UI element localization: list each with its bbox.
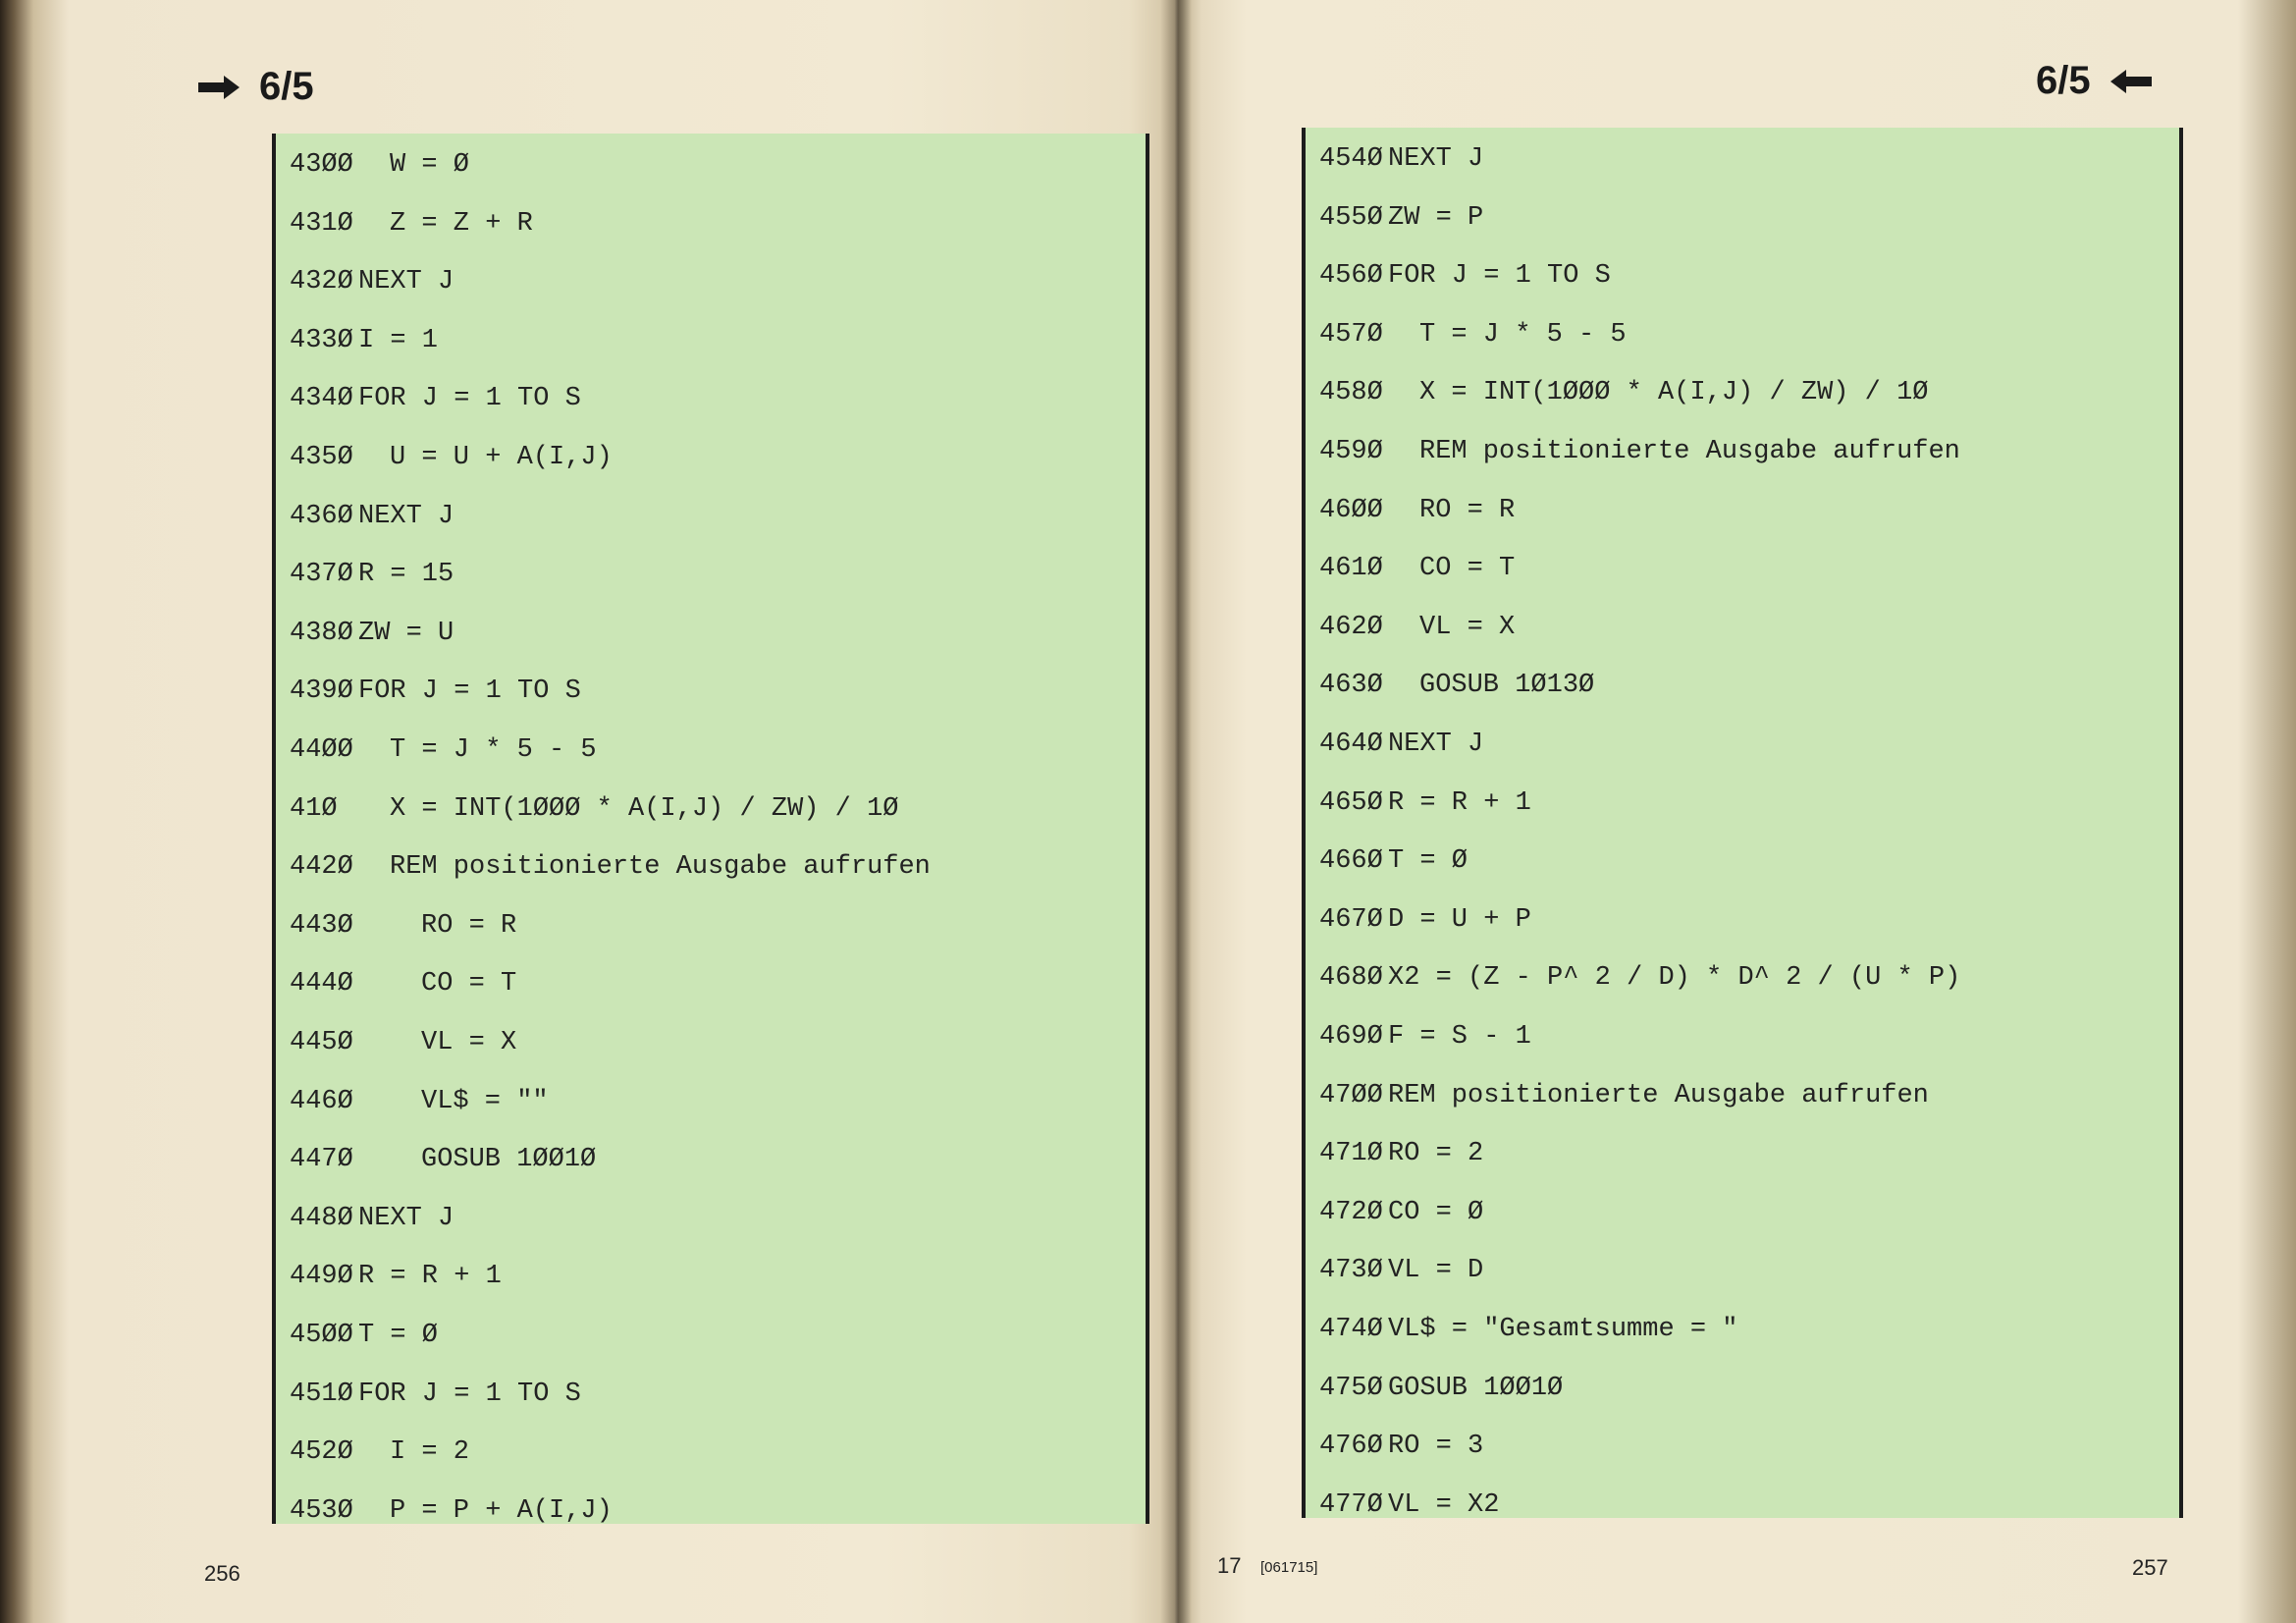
code-line — [276, 379, 1146, 418]
code-line — [276, 438, 1146, 477]
statement-text: FOR J = 1 TO S — [358, 384, 581, 414]
statement-text: CO = T — [421, 969, 517, 1000]
left-section-number: 6/5 — [259, 65, 314, 108]
line-number: 443Ø — [290, 910, 353, 941]
statement-text: CO = Ø — [1388, 1197, 1484, 1227]
code-line — [276, 847, 1146, 887]
line-number: 476Ø — [1319, 1432, 1383, 1462]
line-number: 442Ø — [290, 852, 353, 883]
code-line — [1306, 958, 2179, 998]
imprint-sheet-number: 17 — [1217, 1553, 1242, 1578]
code-line — [1306, 608, 2179, 647]
line-number: 46ØØ — [1319, 495, 1383, 525]
line-number: 447Ø — [290, 1145, 353, 1175]
statement-text: F = S - 1 — [1388, 1022, 1531, 1052]
line-number: 445Ø — [290, 1028, 353, 1057]
book-gutter — [1160, 0, 1192, 1623]
line-number: 469Ø — [1319, 1022, 1383, 1052]
statement-text: VL = D — [1388, 1256, 1484, 1286]
code-line — [1306, 1251, 2179, 1290]
statement-text: D = U + P — [1388, 904, 1531, 935]
code-line — [1306, 139, 2179, 179]
left-code-listing — [272, 134, 1149, 1524]
line-number: 449Ø — [290, 1262, 353, 1292]
statement-text: T = J * 5 - 5 — [1419, 319, 1627, 350]
statement-text: W = Ø — [390, 150, 470, 180]
code-line — [1306, 256, 2179, 296]
line-number: 44ØØ — [290, 735, 353, 765]
code-line — [276, 262, 1146, 301]
statement-text: GOSUB 1ØØ1Ø — [1388, 1373, 1564, 1403]
line-number: 463Ø — [1319, 671, 1383, 701]
code-line — [276, 906, 1146, 946]
statement-text: VL = X — [1419, 612, 1516, 642]
code-line — [276, 964, 1146, 1003]
line-number: 454Ø — [1319, 144, 1383, 174]
statement-text: REM positionierte Ausgabe aufrufen — [390, 852, 931, 883]
line-number: 453Ø — [290, 1495, 353, 1526]
statement-text: VL$ = "" — [421, 1086, 549, 1116]
code-line — [1306, 491, 2179, 530]
statement-text: NEXT J — [358, 267, 454, 298]
statement-text: ZW = P — [1388, 202, 1484, 233]
code-line — [1306, 1134, 2179, 1173]
code-line — [276, 1491, 1146, 1531]
right-section-number: 6/5 — [2036, 59, 2091, 102]
code-line — [276, 1140, 1146, 1179]
right-section-header — [2036, 59, 2154, 103]
statement-text: X = INT(1ØØØ * A(I,J) / ZW) / 1Ø — [390, 793, 899, 824]
code-line — [1306, 1486, 2179, 1525]
line-number: 459Ø — [1319, 437, 1383, 466]
line-number: 466Ø — [1319, 846, 1383, 877]
line-number: 465Ø — [1319, 787, 1383, 818]
line-number: 41Ø — [290, 793, 338, 824]
line-number: 446Ø — [290, 1086, 353, 1116]
statement-text: REM positionierte Ausgabe aufrufen — [1419, 437, 1960, 466]
line-number: 452Ø — [290, 1437, 353, 1468]
code-line — [276, 672, 1146, 711]
statement-text: VL$ = "Gesamtsumme = " — [1388, 1315, 1738, 1344]
line-number: 457Ø — [1319, 319, 1383, 350]
statement-text: NEXT J — [358, 1203, 454, 1233]
code-line — [1306, 900, 2179, 940]
code-line — [276, 204, 1146, 243]
code-line — [276, 1082, 1146, 1121]
statement-text: GOSUB 1Ø13Ø — [1419, 671, 1595, 701]
code-line — [276, 321, 1146, 360]
line-number: 473Ø — [1319, 1256, 1383, 1286]
line-number: 467Ø — [1319, 904, 1383, 935]
statement-text: VL = X2 — [1388, 1489, 1500, 1520]
code-line — [1306, 549, 2179, 588]
code-line — [1306, 725, 2179, 764]
line-number: 474Ø — [1319, 1315, 1383, 1344]
line-number: 472Ø — [1319, 1197, 1383, 1227]
code-line — [1306, 666, 2179, 705]
statement-text: X2 = (Z - P^ 2 / D) * D^ 2 / (U * P) — [1388, 963, 1961, 994]
line-number: 464Ø — [1319, 730, 1383, 759]
statement-text: VL = X — [421, 1028, 517, 1057]
line-number: 45ØØ — [290, 1321, 353, 1350]
code-line — [1306, 315, 2179, 354]
statement-text: R = R + 1 — [358, 1262, 502, 1292]
statement-text: X = INT(1ØØØ * A(I,J) / ZW) / 1Ø — [1419, 378, 1929, 408]
statement-text: FOR J = 1 TO S — [1388, 261, 1611, 292]
statement-text: RO = R — [421, 910, 517, 941]
line-number: 461Ø — [1319, 554, 1383, 584]
statement-text: REM positionierte Ausgabe aufrufen — [1388, 1080, 1929, 1110]
code-line — [1306, 841, 2179, 881]
line-number: 455Ø — [1319, 202, 1383, 233]
line-number: 475Ø — [1319, 1373, 1383, 1403]
code-line — [276, 1433, 1146, 1472]
line-number: 437Ø — [290, 560, 353, 590]
code-line — [1306, 1427, 2179, 1466]
right-page — [1178, 0, 2296, 1623]
line-number: 439Ø — [290, 676, 353, 707]
statement-text: T = Ø — [358, 1321, 439, 1350]
statement-text: P = P + A(I,J) — [390, 1495, 613, 1526]
line-number: 431Ø — [290, 208, 353, 239]
arrow-right-icon — [196, 74, 241, 101]
code-line — [276, 614, 1146, 653]
line-number: 43ØØ — [290, 150, 353, 180]
code-line — [276, 1257, 1146, 1296]
statement-text: I = 2 — [390, 1437, 470, 1468]
statement-text: FOR J = 1 TO S — [358, 1379, 581, 1409]
code-line — [1306, 1193, 2179, 1232]
statement-text: RO = R — [1419, 495, 1516, 525]
statement-text: U = U + A(I,J) — [390, 443, 613, 472]
line-number: 436Ø — [290, 501, 353, 531]
statement-text: NEXT J — [1388, 730, 1484, 759]
statement-text: ZW = U — [358, 618, 454, 648]
line-number: 451Ø — [290, 1379, 353, 1409]
imprint-code: [061715] — [1260, 1559, 1318, 1576]
code-line — [1306, 1310, 2179, 1349]
line-number: 444Ø — [290, 969, 353, 1000]
statement-text: GOSUB 1ØØ1Ø — [421, 1145, 597, 1175]
statement-text: T = J * 5 - 5 — [390, 735, 597, 765]
line-number: 435Ø — [290, 443, 353, 472]
line-number: 471Ø — [1319, 1139, 1383, 1169]
line-number: 432Ø — [290, 267, 353, 298]
left-section-header — [196, 65, 314, 109]
code-line — [276, 789, 1146, 829]
line-number: 458Ø — [1319, 378, 1383, 408]
right-page-number: 257 — [2132, 1555, 2168, 1580]
code-line — [276, 497, 1146, 536]
line-number: 477Ø — [1319, 1489, 1383, 1520]
code-line — [1306, 432, 2179, 471]
statement-text: T = Ø — [1388, 846, 1468, 877]
code-line — [1306, 1076, 2179, 1115]
statement-text: RO = 2 — [1388, 1139, 1484, 1169]
code-line — [276, 555, 1146, 594]
arrow-left-icon — [2109, 68, 2154, 95]
code-line — [276, 1375, 1146, 1414]
line-number: 434Ø — [290, 384, 353, 414]
line-number: 448Ø — [290, 1203, 353, 1233]
statement-text: I = 1 — [358, 325, 439, 355]
statement-text: NEXT J — [1388, 144, 1484, 174]
right-code-listing — [1302, 128, 2183, 1518]
code-line — [1306, 373, 2179, 412]
code-line — [1306, 198, 2179, 238]
line-number: 47ØØ — [1319, 1080, 1383, 1110]
statement-text: R = R + 1 — [1388, 787, 1531, 818]
left-page-number: 256 — [204, 1561, 240, 1586]
code-line — [276, 1316, 1146, 1355]
statement-text: NEXT J — [358, 501, 454, 531]
statement-text: CO = T — [1419, 554, 1516, 584]
line-number: 433Ø — [290, 325, 353, 355]
line-number: 438Ø — [290, 618, 353, 648]
statement-text: FOR J = 1 TO S — [358, 676, 581, 707]
code-line — [276, 145, 1146, 185]
code-line — [1306, 784, 2179, 823]
line-number: 462Ø — [1319, 612, 1383, 642]
line-number: 456Ø — [1319, 261, 1383, 292]
line-number: 468Ø — [1319, 963, 1383, 994]
code-line — [276, 1199, 1146, 1238]
code-line — [276, 730, 1146, 770]
code-line — [1306, 1369, 2179, 1408]
code-line — [276, 1023, 1146, 1062]
statement-text: R = 15 — [358, 560, 454, 590]
statement-text: Z = Z + R — [390, 208, 533, 239]
statement-text: RO = 3 — [1388, 1432, 1484, 1462]
code-line — [1306, 1017, 2179, 1056]
